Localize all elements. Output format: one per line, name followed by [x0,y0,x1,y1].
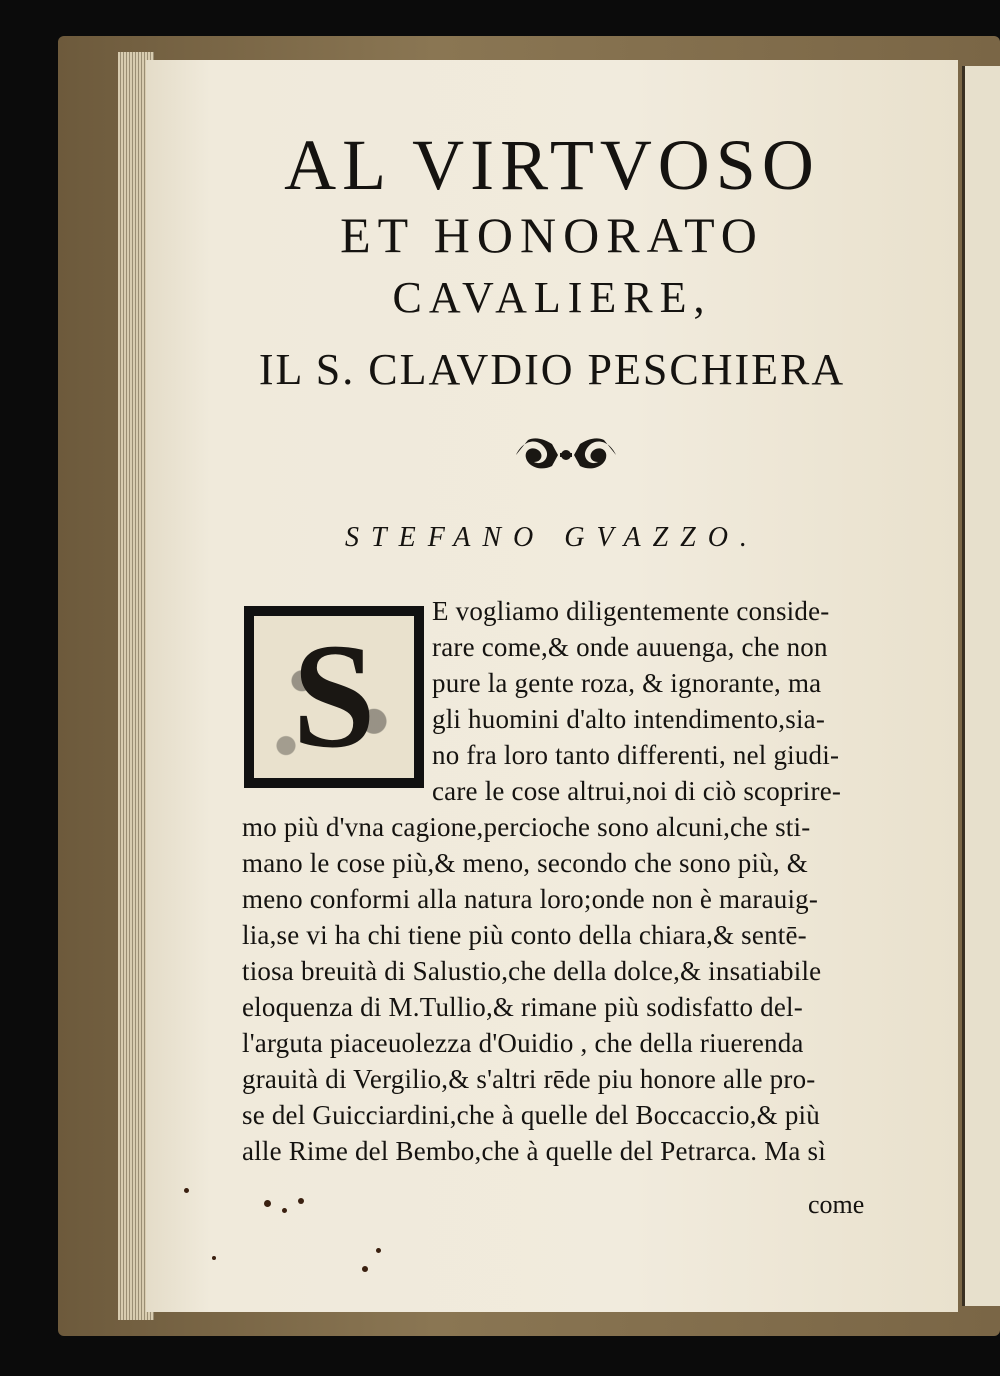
foxing-spot [298,1198,304,1204]
foxing-spot [184,1188,189,1193]
facing-page-edge [962,66,1000,1306]
text-line: gli huomini d'alto intendimento,sia- [432,704,826,734]
fleuron-ornament-icon [506,432,626,478]
text-line: mano le cose più,& meno, secondo che sono più, & [242,848,808,878]
foxing-spot [264,1200,271,1207]
dropcap-frame [254,613,414,779]
text-line: pure la gente roza, & ignorante, ma [432,668,822,698]
text-line: E vogliamo diligentemente conside- [432,596,830,626]
title-line-3: CAVALIERE, [392,273,712,322]
foxing-spot [376,1248,381,1253]
foxing-spot [282,1208,287,1213]
text-line: grauità di Vergilio,& s'altri rēde piu honore alle pro- [242,1064,816,1094]
historiated-initial-icon [244,606,424,788]
text-line: l'arguta piaceuolezza d'Ouidio , che della riuerenda [242,1028,804,1058]
catchword: come [808,1190,865,1219]
text-line: meno conformi alla natura loro;onde non è marauig- [242,884,819,914]
text-line: tiosa breuità di Salustio,che della dolce,& insatiabile [242,956,822,986]
dropcap-letter: S [292,613,376,779]
book-page [146,60,958,1312]
text-line: care le cose altrui,noi di ciò scoprire- [432,776,842,806]
text-line: rare come,& onde auuenga, che non [432,632,828,662]
author-heading: STEFANO GVAZZO. [345,522,759,553]
foxing-spot [212,1256,216,1260]
text-line: mo più d'vna cagione,percioche sono alcuni,che sti- [242,812,811,842]
foxing-spot [362,1266,368,1272]
text-line: se del Guicciardini,che à quelle del Boccaccio,& più [242,1100,820,1130]
text-line: eloquenza di M.Tullio,& rimane più sodisfatto del- [242,992,803,1022]
title-line-1: AL VIRTVOSO [284,125,820,205]
text-line: no fra loro tanto differenti, nel giudi- [432,740,840,770]
title-line-2: ET HONORATO [340,207,764,263]
text-line: alle Rime del Bembo,che à quelle del Petrarca. Ma sì [242,1136,826,1166]
text-line: lia,se vi ha chi tiene più conto della chiara,& sentē- [242,920,807,950]
title-line-4: IL S. CLAVDIO PESCHIERA [258,345,846,394]
